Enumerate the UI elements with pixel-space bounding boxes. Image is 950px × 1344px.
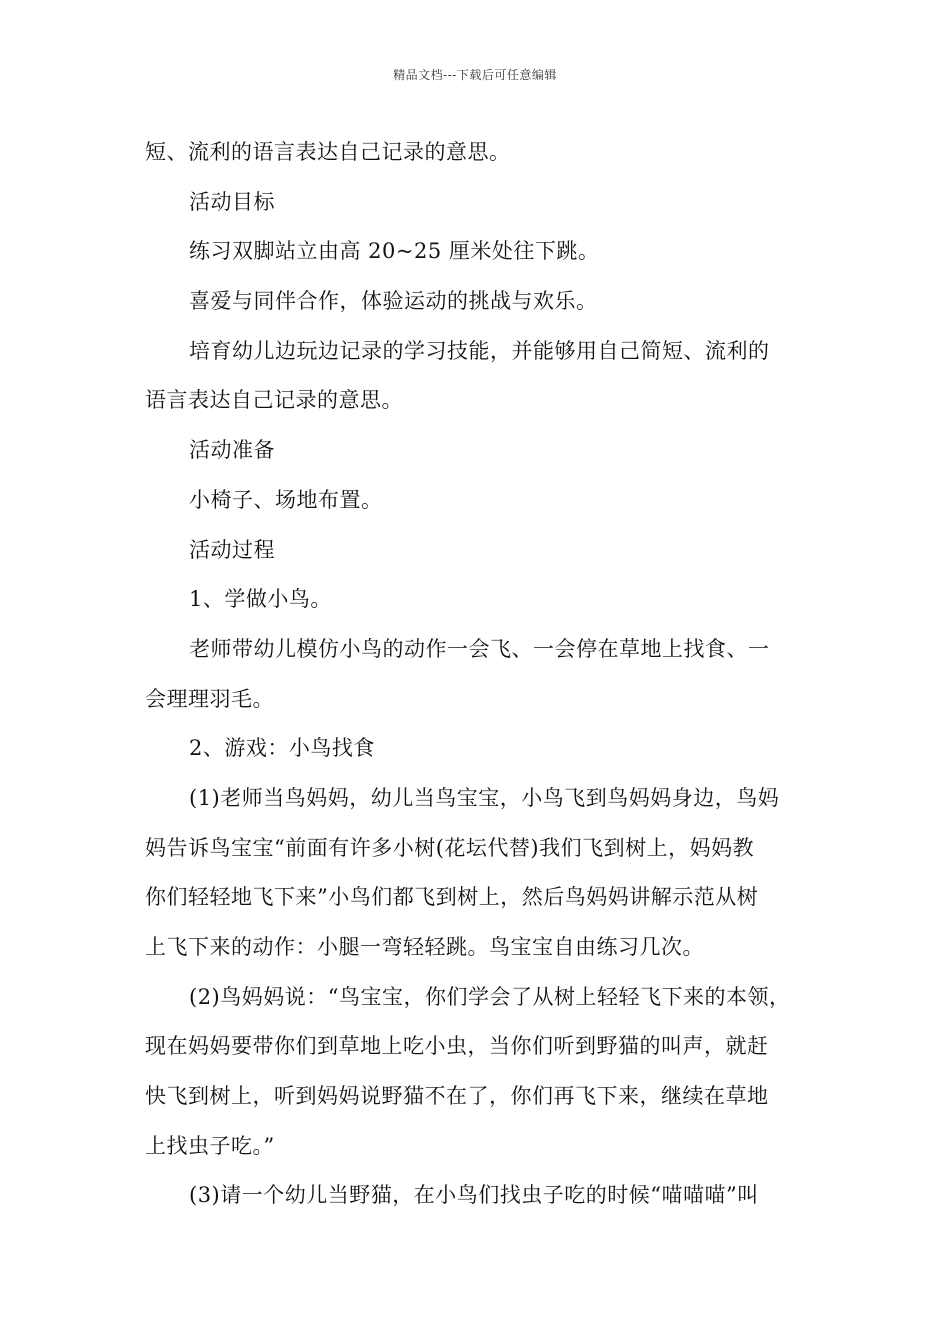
text-line: 喜爱与同伴合作，体验运动的挑战与欢乐。: [189, 289, 598, 314]
text-line: 老师带幼儿模仿小鸟的动作一会飞、一会停在草地上找食、一: [189, 636, 770, 661]
text-line: 会理理羽毛。: [145, 686, 274, 711]
text-line: 短、流利的语言表达自己记录的意思。: [145, 140, 511, 164]
text-line: 1、学做小鸟。: [189, 587, 332, 612]
text-line: 上飞下来的动作：小腿一弯轻轻跳。鸟宝宝自由练习几次。: [145, 935, 704, 959]
text-line: (1)老师当鸟妈妈，幼儿当鸟宝宝，小鸟飞到鸟妈妈身边，鸟妈: [189, 785, 780, 810]
text-line: 小椅子、场地布置。: [189, 487, 383, 512]
text-line: 快飞到树上，听到妈妈说野猫不在了，你们再飞下来，继续在草地: [145, 1084, 769, 1109]
page-header: 精品文档---下载后可任意编辑: [393, 68, 557, 82]
text-line: 培育幼儿边玩边记录的学习技能，并能够用自己简短、流利的: [189, 338, 770, 363]
section-heading-goals: 活动目标: [189, 189, 275, 214]
text-line: 语言表达自己记录的意思。: [145, 388, 403, 413]
text-line: 现在妈妈要带你们到草地上吃小虫，当你们听到野猫的叫声，就赶: [145, 1034, 769, 1059]
text-line: 上找虫子吃。”: [145, 1133, 275, 1158]
text-line: 练习双脚站立由高 20~25 厘米处往下跳。: [189, 239, 600, 264]
section-heading-process: 活动过程: [189, 537, 275, 562]
text-line: 你们轻轻地飞下来”小鸟们都飞到树上，然后鸟妈妈讲解示范从树: [145, 885, 759, 910]
text-line: (3)请一个幼儿当野猫，在小鸟们找虫子吃的时候“喵喵喵”叫: [189, 1183, 759, 1208]
section-heading-preparation: 活动准备: [189, 438, 275, 463]
text-line: (2)鸟妈妈说：“鸟宝宝，你们学会了从树上轻轻飞下来的本领，: [189, 984, 791, 1009]
text-line: 2、游戏：小鸟找食: [189, 736, 375, 761]
text-line: 妈告诉鸟宝宝“前面有许多小树(花坛代替)我们飞到树上，妈妈教: [145, 835, 755, 860]
document-body: [145, 128, 815, 1221]
